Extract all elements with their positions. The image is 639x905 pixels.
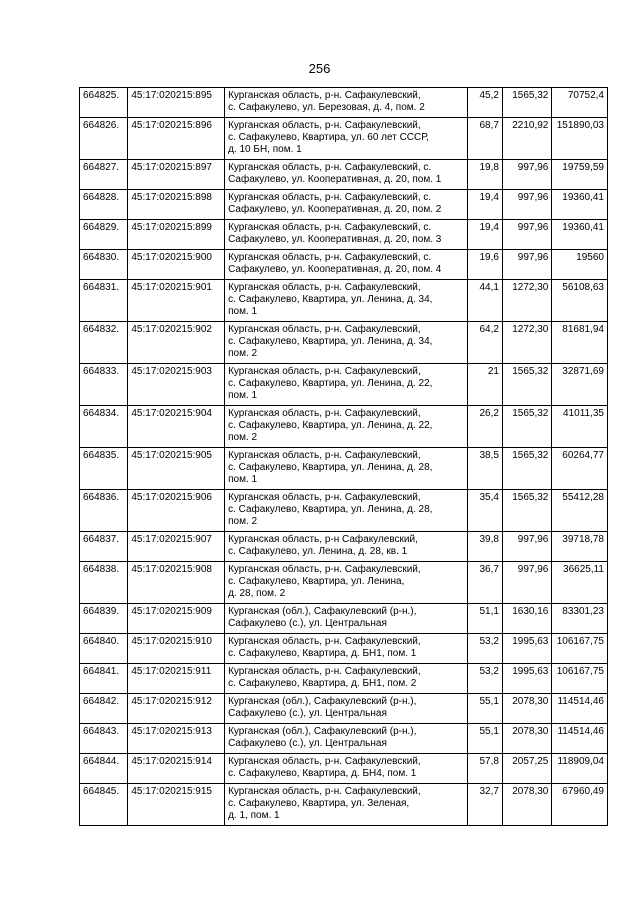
area-cell: 39,8: [467, 532, 502, 562]
address-cell: Курганская область, р-н. Сафакулевский, с. Сафакулево, Квартира, д. БН1, пом. 1: [225, 634, 468, 664]
area-cell: 44,1: [467, 280, 502, 322]
address-cell: Курганская область, р-н Сафакулевский, с. Сафакулево, ул. Ленина, д. 28, кв. 1: [225, 532, 468, 562]
record-number-cell: 664830.: [80, 250, 128, 280]
cadastral-value-cell: 106167,75: [552, 664, 608, 694]
area-cell: 19,6: [467, 250, 502, 280]
cadastral-number-cell: 45:17:020215:906: [128, 490, 225, 532]
table-row: [80, 754, 608, 784]
cadastral-number-cell: 45:17:020215:909: [128, 604, 225, 634]
rate-cell: 2210,92: [502, 118, 551, 160]
cadastral-number-cell: 45:17:020215:907: [128, 532, 225, 562]
table-row: [80, 322, 608, 364]
rate-cell: 2078,30: [502, 784, 551, 826]
table-row: [80, 532, 608, 562]
table-row: [80, 490, 608, 532]
table-row: [80, 88, 608, 118]
table-row: [80, 562, 608, 604]
property-registry-table: [79, 87, 608, 826]
rate-cell: 1565,32: [502, 406, 551, 448]
cadastral-number-cell: 45:17:020215:914: [128, 754, 225, 784]
cadastral-value-cell: 19560: [552, 250, 608, 280]
table-row: [80, 364, 608, 406]
record-number-cell: 664837.: [80, 532, 128, 562]
address-cell: Курганская область, р-н. Сафакулевский, с. Сафакулево, Квартира, ул. Ленина, д. 28, пом. 1: [225, 448, 468, 490]
record-number-cell: 664828.: [80, 190, 128, 220]
area-cell: 55,1: [467, 694, 502, 724]
area-cell: 32,7: [467, 784, 502, 826]
record-number-cell: 664835.: [80, 448, 128, 490]
record-number-cell: 664825.: [80, 88, 128, 118]
cadastral-number-cell: 45:17:020215:898: [128, 190, 225, 220]
record-number-cell: 664833.: [80, 364, 128, 406]
cadastral-number-cell: 45:17:020215:911: [128, 664, 225, 694]
cadastral-value-cell: 19360,41: [552, 220, 608, 250]
address-cell: Курганская область, р-н. Сафакулевский, с. Сафакулево, Квартира, ул. Ленина, д. 34, пом. 2: [225, 322, 468, 364]
record-number-cell: 664839.: [80, 604, 128, 634]
address-cell: Курганская область, р-н. Сафакулевский, с. Сафакулево, ул. Кооперативная, д. 20, пом. 2: [225, 190, 468, 220]
rate-cell: 1995,63: [502, 634, 551, 664]
cadastral-value-cell: 114514,46: [552, 724, 608, 754]
cadastral-value-cell: 56108,63: [552, 280, 608, 322]
address-cell: Курганская область, р-н. Сафакулевский, с. Сафакулево, Квартира, ул. Ленина, д. 22, пом. 1: [225, 364, 468, 406]
cadastral-number-cell: 45:17:020215:896: [128, 118, 225, 160]
area-cell: 19,4: [467, 190, 502, 220]
rate-cell: 1995,63: [502, 664, 551, 694]
cadastral-number-cell: 45:17:020215:912: [128, 694, 225, 724]
area-cell: 21: [467, 364, 502, 406]
record-number-cell: 664831.: [80, 280, 128, 322]
cadastral-value-cell: 60264,77: [552, 448, 608, 490]
address-cell: Курганская область, р-н. Сафакулевский, с. Сафакулево, Квартира, ул. Ленина, д. 28, пом. 2: [225, 490, 468, 532]
address-cell: Курганская область, р-н. Сафакулевский, с. Сафакулево, ул. Кооперативная, д. 20, пом. 4: [225, 250, 468, 280]
cadastral-number-cell: 45:17:020215:902: [128, 322, 225, 364]
address-cell: Курганская область, р-н. Сафакулевский, с. Сафакулево, Квартира, ул. Ленина, д. 34, пом. 1: [225, 280, 468, 322]
record-number-cell: 664838.: [80, 562, 128, 604]
area-cell: 35,4: [467, 490, 502, 532]
table-row: [80, 160, 608, 190]
cadastral-number-cell: 45:17:020215:905: [128, 448, 225, 490]
table-row: [80, 664, 608, 694]
record-number-cell: 664842.: [80, 694, 128, 724]
address-cell: Курганская область, р-н. Сафакулевский, с. Сафакулево, ул. Кооперативная, д. 20, пом. 1: [225, 160, 468, 190]
area-cell: 19,8: [467, 160, 502, 190]
rate-cell: 1272,30: [502, 280, 551, 322]
cadastral-value-cell: 70752,4: [552, 88, 608, 118]
address-cell: Курганская область, р-н. Сафакулевский, с. Сафакулево, Квартира, ул. Ленина, д. 28, пом. 2: [225, 562, 468, 604]
cadastral-value-cell: 118909,04: [552, 754, 608, 784]
table-row: [80, 448, 608, 490]
table-row: [80, 694, 608, 724]
address-cell: Курганская область, р-н. Сафакулевский, с. Сафакулево, ул. Березовая, д. 4, пом. 2: [225, 88, 468, 118]
rate-cell: 997,96: [502, 250, 551, 280]
table-row: [80, 280, 608, 322]
record-number-cell: 664834.: [80, 406, 128, 448]
cadastral-value-cell: 81681,94: [552, 322, 608, 364]
area-cell: 26,2: [467, 406, 502, 448]
table-row: [80, 220, 608, 250]
rate-cell: 1630,16: [502, 604, 551, 634]
table-row: [80, 118, 608, 160]
record-number-cell: 664832.: [80, 322, 128, 364]
cadastral-value-cell: 39718,78: [552, 532, 608, 562]
cadastral-number-cell: 45:17:020215:908: [128, 562, 225, 604]
cadastral-value-cell: 41011,35: [552, 406, 608, 448]
rate-cell: 2078,30: [502, 694, 551, 724]
rate-cell: 1565,32: [502, 490, 551, 532]
table-row: [80, 250, 608, 280]
cadastral-number-cell: 45:17:020215:910: [128, 634, 225, 664]
address-cell: Курганская область, р-н. Сафакулевский, с. Сафакулево, ул. Кооперативная, д. 20, пом. 3: [225, 220, 468, 250]
address-cell: Курганская (обл.), Сафакулевский (р-н.), Сафакулево (с.), ул. Центральная: [225, 604, 468, 634]
cadastral-number-cell: 45:17:020215:897: [128, 160, 225, 190]
cadastral-value-cell: 36625,11: [552, 562, 608, 604]
address-cell: Курганская область, р-н. Сафакулевский, с. Сафакулево, Квартира, ул. Ленина, д. 22, пом. 2: [225, 406, 468, 448]
cadastral-value-cell: 19759,59: [552, 160, 608, 190]
cadastral-number-cell: 45:17:020215:901: [128, 280, 225, 322]
rate-cell: 997,96: [502, 562, 551, 604]
area-cell: 68,7: [467, 118, 502, 160]
area-cell: 38,5: [467, 448, 502, 490]
rate-cell: 1565,32: [502, 448, 551, 490]
cadastral-number-cell: 45:17:020215:900: [128, 250, 225, 280]
address-cell: Курганская область, р-н. Сафакулевский, с. Сафакулево, Квартира, д. БН4, пом. 1: [225, 754, 468, 784]
record-number-cell: 664836.: [80, 490, 128, 532]
table-row: [80, 784, 608, 826]
cadastral-number-cell: 45:17:020215:899: [128, 220, 225, 250]
record-number-cell: 664843.: [80, 724, 128, 754]
cadastral-number-cell: 45:17:020215:915: [128, 784, 225, 826]
address-cell: Курганская область, р-н. Сафакулевский, с. Сафакулево, Квартира, ул. 60 лет СССР, д. 10 БН, пом. 1: [225, 118, 468, 160]
rate-cell: 997,96: [502, 220, 551, 250]
record-number-cell: 664826.: [80, 118, 128, 160]
record-number-cell: 664827.: [80, 160, 128, 190]
area-cell: 51,1: [467, 604, 502, 634]
rate-cell: 997,96: [502, 160, 551, 190]
cadastral-number-cell: 45:17:020215:895: [128, 88, 225, 118]
table-row: [80, 406, 608, 448]
rate-cell: 1565,32: [502, 364, 551, 406]
rate-cell: 997,96: [502, 532, 551, 562]
rate-cell: 1272,30: [502, 322, 551, 364]
area-cell: 57,8: [467, 754, 502, 784]
address-cell: Курганская (обл.), Сафакулевский (р-н.), Сафакулево (с.), ул. Центральная: [225, 694, 468, 724]
cadastral-value-cell: 83301,23: [552, 604, 608, 634]
cadastral-value-cell: 106167,75: [552, 634, 608, 664]
rate-cell: 2057,25: [502, 754, 551, 784]
cadastral-number-cell: 45:17:020215:913: [128, 724, 225, 754]
table-row: [80, 604, 608, 634]
cadastral-value-cell: 151890,03: [552, 118, 608, 160]
record-number-cell: 664841.: [80, 664, 128, 694]
cadastral-number-cell: 45:17:020215:904: [128, 406, 225, 448]
address-cell: Курганская область, р-н. Сафакулевский, с. Сафакулево, Квартира, ул. Зеленая, д. 1, пом. 1: [225, 784, 468, 826]
registry-table-body: [80, 88, 608, 826]
address-cell: Курганская (обл.), Сафакулевский (р-н.), Сафакулево (с.), ул. Центральная: [225, 724, 468, 754]
area-cell: 55,1: [467, 724, 502, 754]
cadastral-value-cell: 67960,49: [552, 784, 608, 826]
record-number-cell: 664845.: [80, 784, 128, 826]
area-cell: 36,7: [467, 562, 502, 604]
table-row: [80, 724, 608, 754]
table-row: [80, 634, 608, 664]
record-number-cell: 664840.: [80, 634, 128, 664]
area-cell: 53,2: [467, 634, 502, 664]
rate-cell: 997,96: [502, 190, 551, 220]
record-number-cell: 664829.: [80, 220, 128, 250]
cadastral-value-cell: 55412,28: [552, 490, 608, 532]
address-cell: Курганская область, р-н. Сафакулевский, с. Сафакулево, Квартира, д. БН1, пом. 2: [225, 664, 468, 694]
cadastral-number-cell: 45:17:020215:903: [128, 364, 225, 406]
area-cell: 45,2: [467, 88, 502, 118]
rate-cell: 2078,30: [502, 724, 551, 754]
cadastral-value-cell: 19360,41: [552, 190, 608, 220]
rate-cell: 1565,32: [502, 88, 551, 118]
cadastral-value-cell: 114514,46: [552, 694, 608, 724]
area-cell: 64,2: [467, 322, 502, 364]
cadastral-value-cell: 32871,69: [552, 364, 608, 406]
page-number: 256: [308, 61, 331, 76]
table-row: [80, 190, 608, 220]
record-number-cell: 664844.: [80, 754, 128, 784]
area-cell: 53,2: [467, 664, 502, 694]
area-cell: 19,4: [467, 220, 502, 250]
